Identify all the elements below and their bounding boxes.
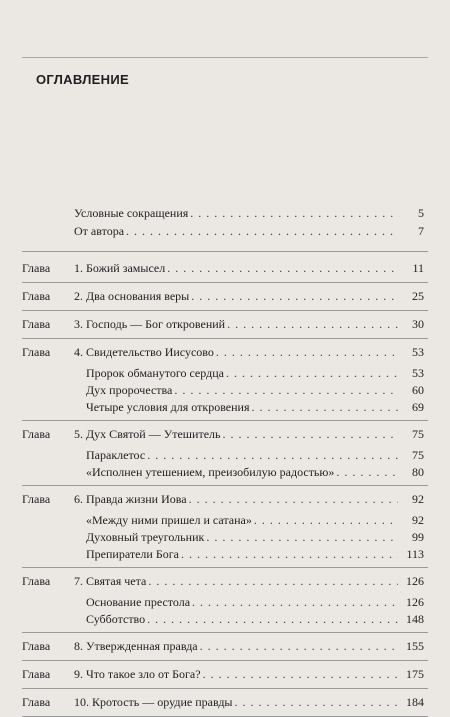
page-title: ОГЛАВЛЕНИЕ xyxy=(36,72,129,87)
section-divider xyxy=(22,251,428,252)
section-divider xyxy=(22,485,428,486)
chapter-entry xyxy=(0,491,450,507)
entry-title: 5. Дух Святой — Утешитель xyxy=(74,427,221,441)
section-entry xyxy=(0,464,450,480)
page-number: 25 xyxy=(412,289,424,303)
dot-leader xyxy=(190,205,398,221)
section-divider xyxy=(22,282,428,283)
page-number: 99 xyxy=(412,530,424,544)
entry-title: Четыре условия для откровения xyxy=(86,400,250,414)
section-divider xyxy=(22,688,428,689)
dot-leader xyxy=(174,382,398,398)
section-entry xyxy=(0,546,450,562)
chapter-label: Глава xyxy=(22,345,51,359)
section-entry xyxy=(0,611,450,627)
page-number: 92 xyxy=(412,492,424,506)
chapter-label: Глава xyxy=(22,667,51,681)
chapter-label: Глава xyxy=(22,427,51,441)
page-number: 60 xyxy=(412,383,424,397)
entry-title: Пророк обманутого сердца xyxy=(86,366,224,380)
chapter-label: Глава xyxy=(22,574,51,588)
entry-title: 7. Святая чета xyxy=(74,574,147,588)
chapter-entry xyxy=(0,694,450,710)
entry-title: «Исполнен утешением, преизобилую радостью» xyxy=(86,465,335,479)
section-entry xyxy=(0,399,450,415)
page-number: 126 xyxy=(406,574,424,588)
section-entry xyxy=(0,447,450,463)
chapter-entry xyxy=(0,573,450,589)
dot-leader xyxy=(200,638,398,654)
section-divider xyxy=(22,420,428,421)
section-divider xyxy=(22,632,428,633)
chapter-entry xyxy=(0,638,450,654)
page-number: 5 xyxy=(418,206,424,220)
chapter-entry xyxy=(0,260,450,276)
dot-leader xyxy=(203,666,398,682)
entry-title: 9. Что такое зло от Бога? xyxy=(74,667,201,681)
dot-leader xyxy=(126,223,398,239)
page-number: 69 xyxy=(412,400,424,414)
page-number: 92 xyxy=(412,513,424,527)
page-number: 30 xyxy=(412,317,424,331)
entry-title: Духовный треугольник xyxy=(86,530,205,544)
page-number: 155 xyxy=(406,639,424,653)
chapter-label: Глава xyxy=(22,289,51,303)
page-number: 53 xyxy=(412,345,424,359)
chapter-label: Глава xyxy=(22,317,51,331)
dot-leader xyxy=(192,594,398,610)
entry-title: 4. Свидетельство Иисусово xyxy=(74,345,214,359)
front-matter-entry xyxy=(0,205,450,221)
page-number: 113 xyxy=(406,547,424,561)
dot-leader xyxy=(226,365,398,381)
section-divider xyxy=(22,310,428,311)
page-number: 75 xyxy=(412,448,424,462)
section-entry xyxy=(0,594,450,610)
chapter-entry xyxy=(0,316,450,332)
page-number: 75 xyxy=(412,427,424,441)
dot-leader xyxy=(189,491,398,507)
chapter-entry xyxy=(0,288,450,304)
dot-leader xyxy=(254,512,398,528)
front-matter-entry xyxy=(0,223,450,239)
entry-title: Субботство xyxy=(86,612,146,626)
chapter-label: Глава xyxy=(22,492,51,506)
entry-title: 10. Кротость — орудие правды xyxy=(74,695,233,709)
dot-leader xyxy=(235,694,399,710)
page-number: 126 xyxy=(406,595,424,609)
section-entry xyxy=(0,529,450,545)
page-number: 175 xyxy=(406,667,424,681)
chapter-entry xyxy=(0,344,450,360)
header-rule xyxy=(22,57,428,58)
page-number: 53 xyxy=(412,366,424,380)
entry-title: 3. Господь — Бог откровений xyxy=(74,317,226,331)
entry-title: 1. Божий замысел xyxy=(74,261,166,275)
dot-leader xyxy=(191,288,398,304)
dot-leader xyxy=(181,546,398,562)
dot-leader xyxy=(206,529,398,545)
section-entry xyxy=(0,365,450,381)
chapter-label: Глава xyxy=(22,639,51,653)
entry-title: «Между ними пришел и сатана» xyxy=(86,513,252,527)
page-number: 80 xyxy=(412,465,424,479)
entry-title: Основание престола xyxy=(86,595,191,609)
section-entry xyxy=(0,382,450,398)
page-number: 11 xyxy=(412,261,424,275)
dot-leader xyxy=(216,344,398,360)
dot-leader xyxy=(336,464,398,480)
chapter-entry xyxy=(0,666,450,682)
entry-title: Условные сокращения xyxy=(74,206,189,220)
chapter-label: Глава xyxy=(22,695,51,709)
entry-title: От автора xyxy=(74,224,125,238)
entry-title: Параклетос xyxy=(86,448,146,462)
dot-leader xyxy=(222,426,398,442)
page-number: 184 xyxy=(406,695,424,709)
dot-leader xyxy=(148,573,398,589)
chapter-label: Глава xyxy=(22,261,51,275)
dot-leader xyxy=(147,447,398,463)
section-divider xyxy=(22,338,428,339)
entry-title: 6. Правда жизни Иова xyxy=(74,492,187,506)
dot-leader xyxy=(252,399,399,415)
page-number: 7 xyxy=(418,224,424,238)
section-divider xyxy=(22,660,428,661)
entry-title: 8. Утвержденная правда xyxy=(74,639,198,653)
page-number: 148 xyxy=(406,612,424,626)
entry-title: Дух пророчества xyxy=(86,383,173,397)
entry-title: 2. Два основания веры xyxy=(74,289,190,303)
dot-leader xyxy=(167,260,398,276)
dot-leader xyxy=(227,316,398,332)
dot-leader xyxy=(147,611,398,627)
section-divider xyxy=(22,567,428,568)
section-entry xyxy=(0,512,450,528)
chapter-entry xyxy=(0,426,450,442)
entry-title: Препиратели Бога xyxy=(86,547,179,561)
